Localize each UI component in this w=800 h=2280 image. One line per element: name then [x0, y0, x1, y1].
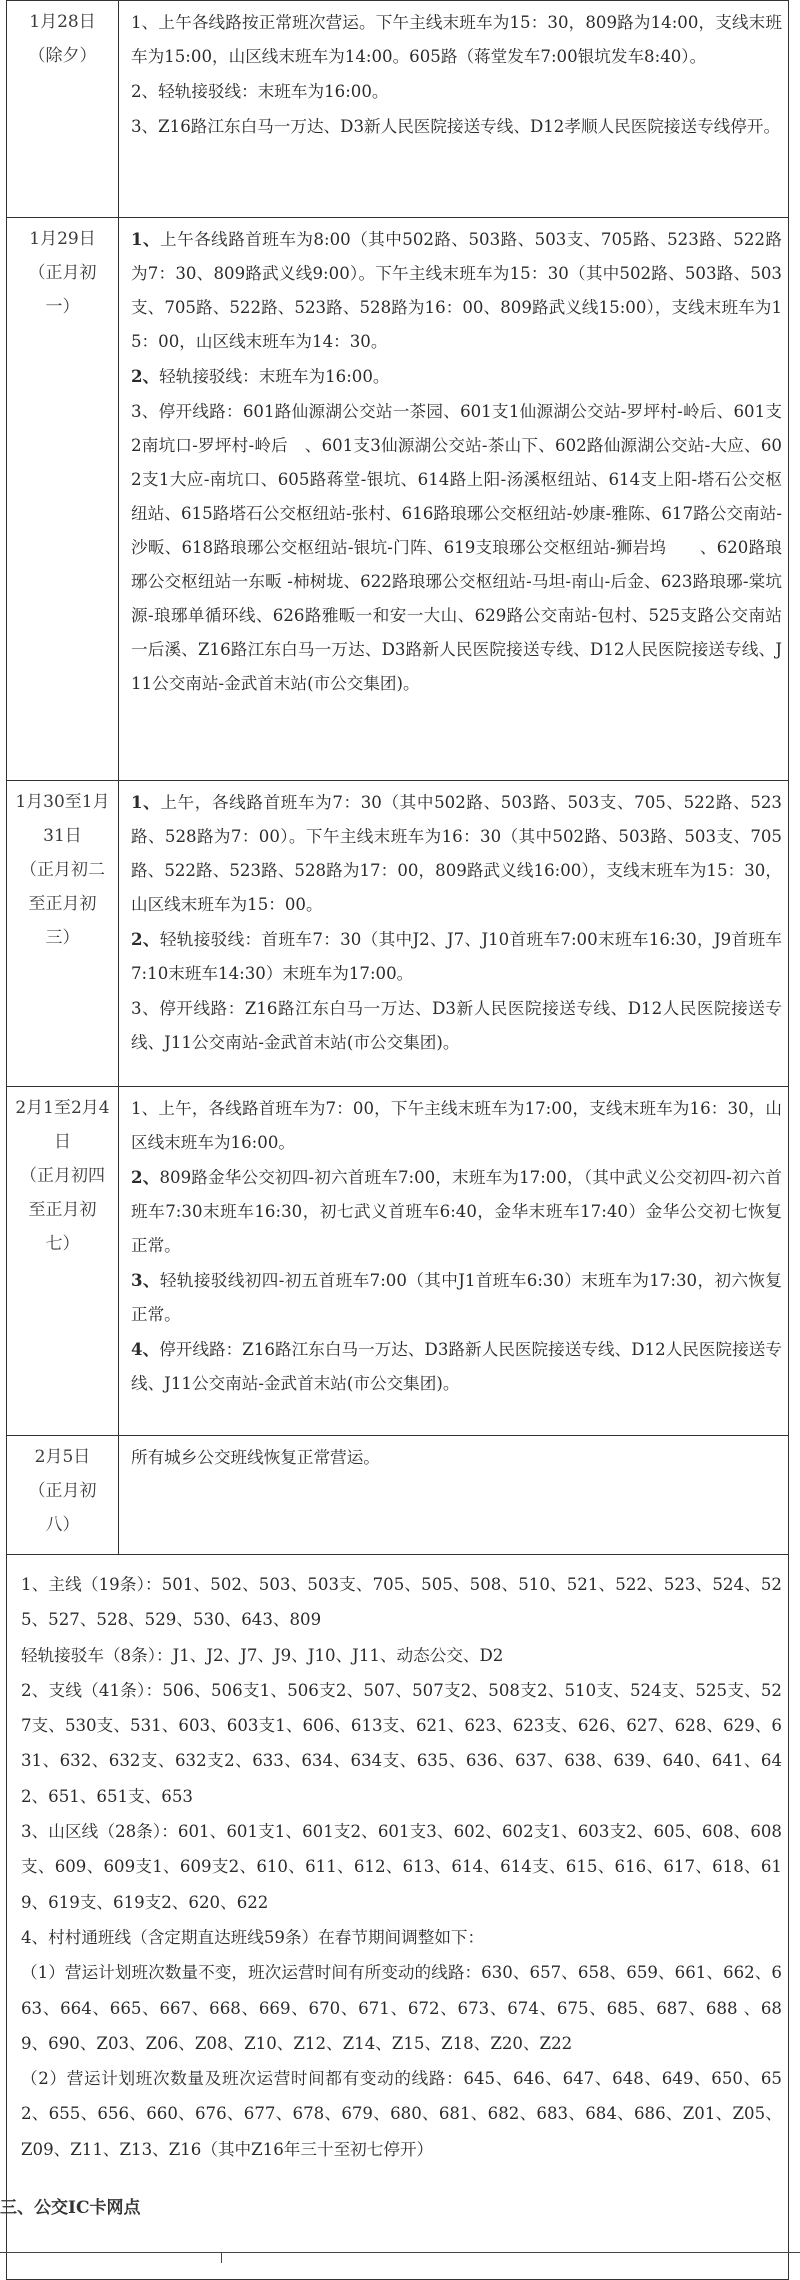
paragraph: 3、停开线路：Z16路江东白马一万达、D3新人民医院接送专线、D12人民医院接送专线、J11公交南站-金武首末站(市公交集团)。 [131, 999, 782, 1052]
table-row [7, 1087, 789, 1436]
table-row [7, 781, 789, 1087]
row-content-cell [119, 1087, 789, 1436]
paragraph: 3、轻轨接驳线初四-初五首班车7:00（其中J1首班车6:30）末班车为17:30，初六恢复正常。 [131, 1270, 783, 1324]
row-content-cell [119, 1436, 789, 1555]
row-content-cell [119, 781, 789, 1087]
route-category: （2）营运计划班次数量及班次运营时间都有变动的线路：645、646、647、648、649、650、652、655、656、660、676、677、678、679、680、681、682、683、684、686、Z01、Z05、Z09、Z11、Z13、Z16（其中Z16年三十至初七停开） [21, 2069, 782, 2159]
date-line: 一） [45, 297, 80, 317]
next-table-border [0, 2252, 800, 2254]
date-line: 2月1至2月4 [15, 1098, 110, 1118]
row-date-cell [7, 1, 119, 218]
table-row [7, 1, 789, 218]
paragraph: 1、上午，各线路首班车为7：30（其中502路、503路、503支、705、522路、523路、528路为7：00）。下午主线末班车为16：30（其中502路、503路、503支、705路、522路、523路、528路为17：00，809路武义线16:00），支线末班车为15：30，山区线末班车为15：00。 [131, 792, 782, 914]
row-date-cell [7, 1436, 119, 1555]
section-heading: 三、公交IC卡网点 [0, 2198, 141, 2218]
paragraph: 4、停开线路：Z16路江东白马一万达、D3路新人民医院接送专线、D12人民医院接送专线、J11公交南站-金武首末站(市公交集团)。 [131, 1339, 782, 1393]
paragraph: 1、上午各线路按正常班次营运。下午主线末班车为15：30，809路为14:00，支线末班车为15:00，山区线末班车为14:00。605路（蒋堂发车7:00银坑发车8:40）。 [131, 13, 782, 66]
paragraph: 2、轻轨接驳线：末班车为16:00。 [131, 366, 390, 386]
row-date-cell [7, 1087, 119, 1436]
date-line: 八） [45, 1515, 80, 1535]
paragraph: 3、Z16路江东白马一万达、D3新人民医院接送专线、D12孝顺人民医院接送专线停开。 [131, 117, 781, 136]
date-line: （除夕） [28, 46, 97, 66]
table-row [7, 1555, 789, 2280]
row-content-cell [119, 1, 789, 218]
paragraph: 所有城乡公交班线恢复正常营运。 [131, 1448, 380, 1467]
next-table-column-divider [221, 2252, 222, 2263]
date-line: 31日 [43, 826, 82, 846]
date-line: 三） [45, 928, 80, 948]
paragraph: 1、上午各线路首班车为8:00（其中502路、503路、503支、705路、523路、522路为7：30、809路武义线9:00）。下午主线末班车为15：30（其中502路、503路、503支、705路、522路、523路、528路为16：00、809路武义线15:00），支线末班车为15：00，山区线末班车为14：30。 [131, 229, 783, 351]
paragraph: 2、轻轨接驳线：首班车7：30（其中J2、J7、J10首班车7:00末班车16:30，J9首班车7:10末班车14:30）末班车为17:00。 [131, 929, 782, 983]
row-date-cell [7, 218, 119, 781]
route-category: 3、山区线（28条）：601、601支1、601支2、601支3、602、602支1、603支2、605、608、608支、609、609支1、609支2、610、611、612、613、614、614支、615、616、617、618、619、619支、619支2、620、622 [21, 1822, 782, 1912]
route-category: 4、村村通班线（含定期直达班线59条）在春节期间调整如下： [21, 1927, 485, 1947]
date-line: （正月初 [28, 263, 97, 283]
date-line: 2月5日 [34, 1447, 91, 1467]
date-line: 1月30至1月 [15, 792, 110, 812]
date-line: 至正月初 [28, 894, 97, 914]
date-line: （正月初 [28, 1481, 97, 1501]
table-row [7, 1436, 789, 1555]
date-line: （正月初四 [20, 1166, 105, 1186]
route-list-cell [7, 1555, 789, 2280]
paragraph: 1、上午，各线路首班车为7：00，下午主线末班车为17:00，支线末班车为16：30，山区线末班车为16:00。 [131, 1099, 782, 1152]
date-line: （正月初二 [20, 860, 105, 880]
route-category: （1）营运计划班次数量不变，班次运营时间有所变动的线路：630、657、658、659、661、662、663、664、665、667、668、669、670、671、672、673、674、675、685、687、688 、689、690、Z03、Z06、Z08、Z10、Z12、Z14、Z15、Z18、Z20、Z22 [21, 1963, 782, 2053]
paragraph: 2、809路金华公交初四-初六首班车7:00，末班车为17:00，（其中武义公交初四-初六首班车7:30末班车16:30，初七武义首班车6:40，金华末班车17:40）金华公交初七恢复正常。 [131, 1167, 783, 1255]
row-date-cell [7, 781, 119, 1087]
paragraph: 2、轻轨接驳线：末班车为16:00。 [131, 82, 389, 101]
route-category: 2、支线（41条）：506、506支1、506支2、507、507支2、508支2、510支、524支、525支、527支、530支、531、603、603支1、606、613支、621、623、623支、626、627、628、629、631、632、632支、632支2、633、634、634支、635、636、637、638、639、640、641、642、651、651支、653 [21, 1680, 782, 1806]
paragraph: 3、停开线路：601路仙源湖公交站一茶园、601支1仙源湖公交站-罗坪村-岭后、601支2南坑口-罗坪村-岭后 、601支3仙源湖公交站-茶山下、602路仙源湖公交站-大应、602支1大应-南坑口、605路蒋堂-银坑、614路上阳-汤溪枢纽站、614支上阳-塔石公交枢纽站、615路塔石公交枢纽站-张村、616路琅琊公交枢纽站-妙康-雅陈、617路公交南站-沙畈、618路琅琊公交枢纽站-银坑-门阵、619支琅琊公交枢纽站-狮岩坞 、620路琅琊公交枢纽站一东畈 -柿树垅、622路琅琊公交枢纽站-马坦-南山-后金、623路琅琊-棠坑源-琅琊单循环线、626路雅畈一和安一大山、629路公交南站-包村、525支路公交南站一后溪、Z16路江东白马一万达、D3路新人民医院接送专线、D12人民医院接送专线、J11公交南站-金武首末站(市公交集团)。 [131, 402, 782, 693]
route-category: 1、主线（19条）：501、502、503、503支、705、505、508、510、521、522、523、524、525、527、528、529、530、643、809 [21, 1575, 782, 1630]
date-line: 至正月初 [28, 1200, 97, 1220]
row-content-cell [119, 218, 789, 781]
table-row [7, 218, 789, 781]
date-line: 日 [54, 1132, 71, 1152]
date-line: 1月29日 [29, 229, 96, 249]
route-category: 轻轨接驳车（8条）：J1、J2、J7、J9、J10、J11、动态公交、D2 [21, 1645, 504, 1665]
holiday-schedule-table [6, 0, 789, 2280]
date-line: 七） [45, 1234, 80, 1254]
date-line: 1月28日 [29, 12, 96, 32]
